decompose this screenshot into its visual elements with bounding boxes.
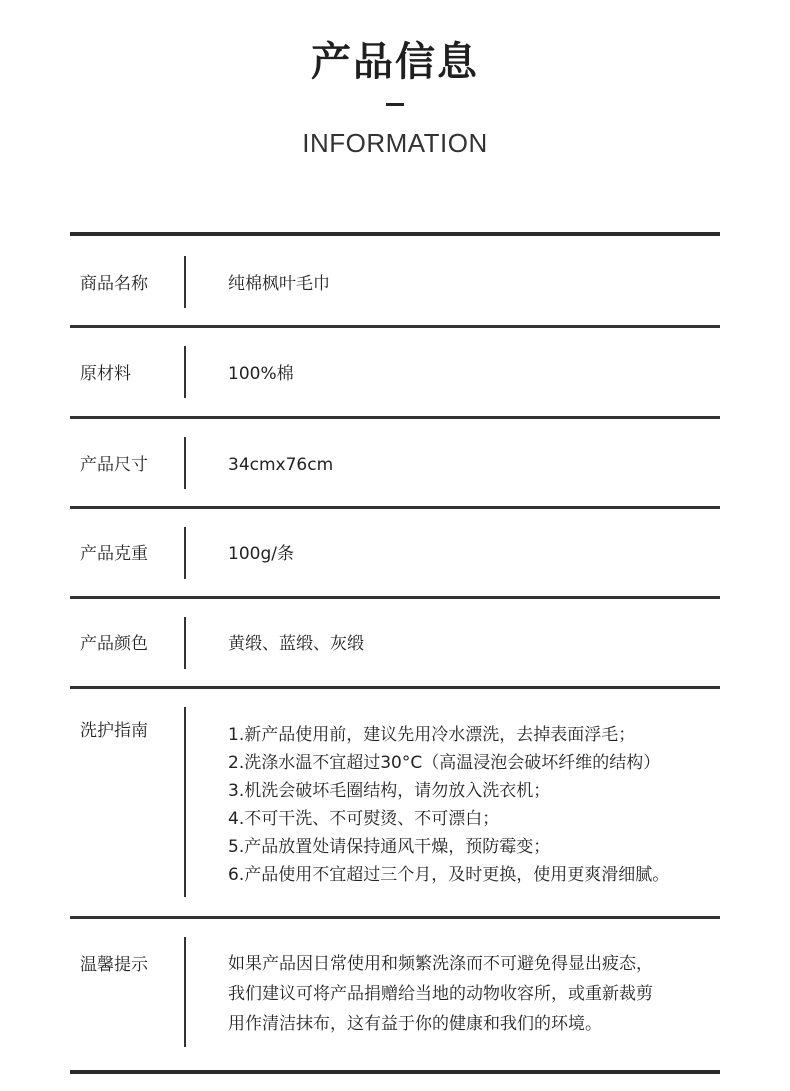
care-instructions <box>228 721 669 889</box>
page-header <box>0 0 790 200</box>
info-row-product-name <box>70 236 720 326</box>
row-value: 100g/条 <box>228 544 294 564</box>
row-separator <box>184 256 186 308</box>
row-label: 产品克重 <box>80 544 148 564</box>
title-divider <box>386 103 404 106</box>
row-value: 黄缎、蓝缎、灰缎 <box>228 634 364 654</box>
page-title: 产品信息 <box>311 39 479 85</box>
row-label: 原材料 <box>80 364 131 384</box>
info-row-material <box>70 328 720 416</box>
row-separator <box>184 707 186 897</box>
row-label: 产品颜色 <box>80 634 148 654</box>
info-row-tip <box>70 919 720 1067</box>
row-label: 温馨提示 <box>80 955 148 975</box>
row-label: 洗护指南 <box>80 721 148 741</box>
row-label: 产品尺寸 <box>80 455 148 475</box>
info-row-care-guide <box>70 689 720 917</box>
tip-line: 我们建议可将产品捐赠给当地的动物收容所，或重新裁剪 <box>228 984 653 1004</box>
row-value: 100%棉 <box>228 364 294 384</box>
care-line: 3.机洗会破坏毛圈结构，请勿放入洗衣机； <box>228 781 551 801</box>
page-subtitle: INFORMATION <box>302 128 488 158</box>
info-row-size <box>70 419 720 507</box>
care-line: 2.洗涤水温不宜超过30°C（高温浸泡会破坏纤维的结构） <box>228 753 661 773</box>
row-separator <box>184 437 186 489</box>
info-row-color <box>70 599 720 687</box>
row-label: 商品名称 <box>80 274 148 294</box>
care-line: 6.产品使用不宜超过三个月，及时更换，使用更爽滑细腻。 <box>228 865 670 885</box>
care-line: 4.不可干洗、不可熨烫、不可漂白； <box>228 809 500 829</box>
row-separator <box>184 346 186 398</box>
info-row-weight <box>70 509 720 597</box>
care-line: 5.产品放置处请保持通风干燥，预防霉变； <box>228 837 551 857</box>
row-value: 34cmx76cm <box>228 455 334 475</box>
row-separator <box>184 527 186 579</box>
tip-text <box>228 949 653 1039</box>
row-separator <box>184 617 186 669</box>
tip-line: 如果产品因日常使用和频繁洗涤而不可避免得显出疲态， <box>228 954 653 974</box>
row-separator <box>184 937 186 1047</box>
table-bottom-border <box>70 1070 720 1074</box>
row-value: 纯棉枫叶毛巾 <box>228 274 330 294</box>
care-line: 1.新产品使用前，建议先用冷水漂洗，去掉表面浮毛； <box>228 725 636 745</box>
tip-line: 用作清洁抹布，这有益于你的健康和我们的环境。 <box>228 1014 602 1034</box>
